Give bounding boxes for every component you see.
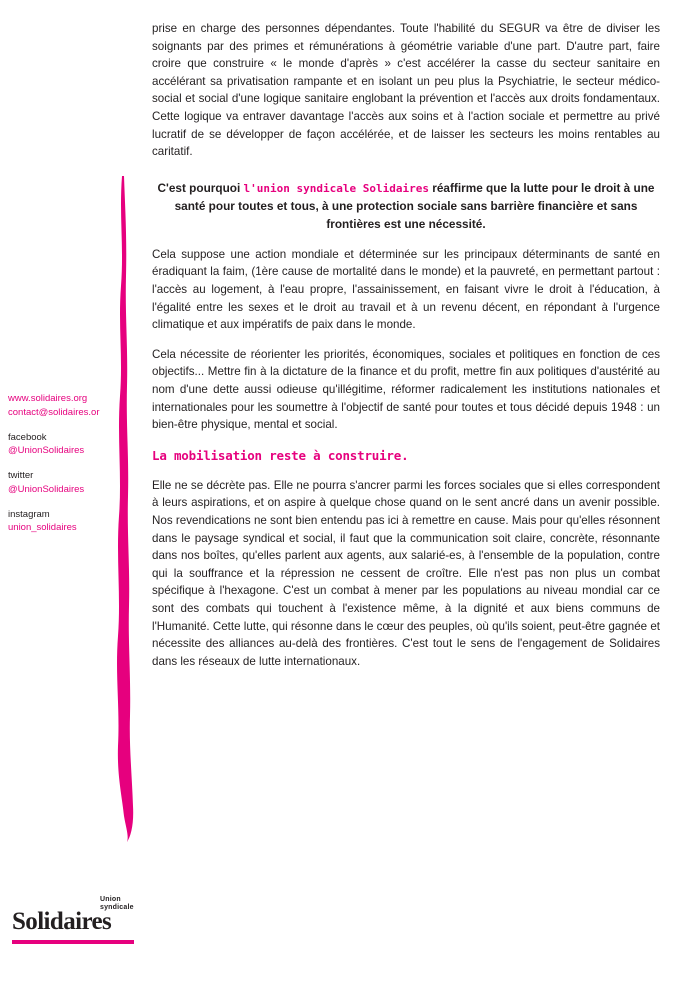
main-text-column [152,20,660,683]
website-group [8,392,112,420]
twitter-group [8,469,112,497]
paragraph-2: Cela suppose une action mondiale et déterminée sur les principaux déterminants de santé en éradiquant la faim, (1ère cause de mortalité dans le monde) et la pauvreté, en permettant partout : l'accès au logement, à l'eau propre, l'assainissement, en faisant vivre le droit à l'éducation, à l'égalité entre les sexes et le droit au travail et à un revenu décent, en répondant à l'urgence climatique et aux impératifs de paix dans le monde. [152,247,660,332]
contact-sidebar [8,392,112,546]
logo-wordmark: Solidaires [12,908,112,935]
facebook-handle[interactable]: @UnionSolidaires [8,445,85,457]
logo-union-line1: Union [100,896,121,903]
logo-union-line2: syndicale [100,904,134,912]
section-subheading: La mobilisation reste à construire. [152,447,409,463]
facebook-label: facebook [8,431,47,443]
email-link[interactable]: contact@solidaires.or [8,406,100,418]
logo-accent-bar [12,940,134,944]
highlight-statement [152,173,660,234]
paragraph-3: Cela nécessite de réorienter les priorités, économiques, sociales et politiques en fonction de ces objectifs... Mettre fin à la dictature de la finance et du profit, mettre fin aux politiques d'austérité au nom d'une dette aussi odieuse qu'illégitime, réformer radicalement les institutions nationales et internationales pour les soumettre à l'objectif de santé pour toutes et tous décidé depuis 1948 : un bien-être physique, mental et social. [152,347,660,432]
pink-brush-stroke-decoration [112,176,138,842]
twitter-handle[interactable]: @UnionSolidaires [8,483,85,495]
instagram-handle[interactable]: union_solidaires [8,522,77,534]
paragraph-1: prise en charge des personnes dépendantes. Toute l'habilité du SEGUR va être de diviser les soignants par des primes et rémunérations à géométrie variable d'une part. D'autre part, faire croire que construire « le monde d'après » c'est accélérer la casse du secteur sanitaire en accélérant sa privatisation rampante et en isolant un peu plus la Psychiatrie, le secteur médico-social et social d'une logique sanitaire englobant la prévention et l'accès aux droits fondamentaux. Cette logique va entraver davantage l'accès aux soins et à l'action sociale et permettre au privé lucratif de se développer de façon accélérée, et de laisser les secteurs les moins rentables au caritatif. [152,22,660,159]
instagram-group [8,508,112,536]
highlight-after: réaffirme que la lutte pour le droit à une santé pour toutes et tous, à une protection sociale sans barrière financière et sans frontières est une nécessité. [174,180,655,232]
paragraph-4: Elle ne se décrète pas. Elle ne pourra s'ancrer parmi les forces sociales que si elles correspondent à leurs aspirations, et on aspire à quelque chose quand on le sent ancré dans un avenir possible. Nos revendications ne sont bien entendu pas ici à remettre en cause. Mais pour qu'elles résonnent dans le paysage syndical et social, il faut que la communication soit claire, concrète, résonnante dans nos boîtes, qu'elles parlent aux agents, aux salarié-es, à l'ensemble de la population, contre qui la souffrance et la répression ne cessent de croître. Elle n'est pas non plus un combat spécifique à l'hexagone. C'est un combat à mener par les populations au niveau mondial car ce sont des combats qui touchent à l'existence même, à la dignité et aux biens communs de l'Humanité. Cette lutte, qui résonne dans le cœur des peuples, où qu'ils soient, peut-être gagnée et nécessite des alliances au-delà des frontières. C'est tout le sens de l'engagement de Solidaires dans les réseaux de lutte internationaux. [152,478,660,668]
facebook-group [8,431,112,459]
highlight-before: C'est pourquoi [157,180,244,195]
instagram-label: instagram [8,508,50,520]
brand-name: l'union syndicale Solidaires [243,181,429,195]
twitter-label: twitter [8,470,34,482]
website-link[interactable]: www.solidaires.org [8,393,88,404]
